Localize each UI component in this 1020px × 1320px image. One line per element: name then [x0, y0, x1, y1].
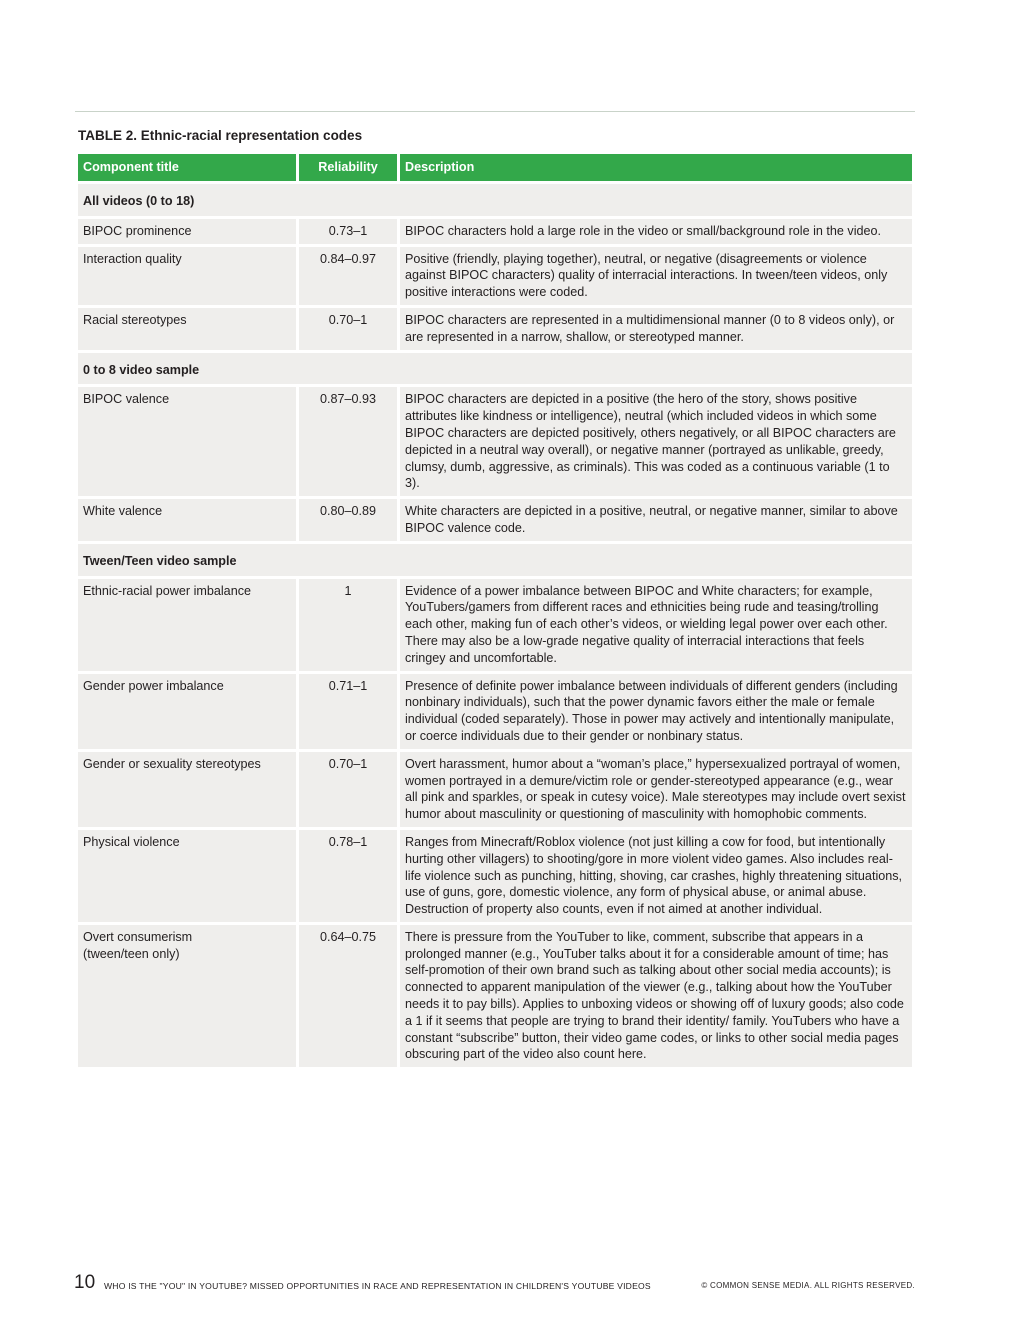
component-title: White valence: [78, 499, 296, 541]
header-row: [78, 154, 912, 181]
header-reliability: Reliability: [299, 154, 397, 181]
component-title: Ethnic-racial power imbalance: [78, 579, 296, 671]
table-row: [78, 925, 912, 1067]
component-title-cell: [78, 925, 296, 1067]
table-row: [78, 387, 912, 496]
reliability-value: 0.70–1: [299, 752, 397, 827]
component-title: Gender or sexuality stereotypes: [78, 752, 296, 827]
section-row: [78, 544, 912, 576]
component-title: Racial stereotypes: [78, 308, 296, 350]
description-text: There is pressure from the YouTuber to like, comment, subscribe that appears in a prolonged manner (e.g., YouTuber talks about it for a considerable amount of time; has self-promotion of their own brand such as talking about other social media accounts); is connected to apparent manipulation of the viewer (e.g., talking about how the YouTuber needs it to pay bills). Applies to unboxing videos or showing off of luxury goods; also code a 1 if it seems that people are trying to brand their identity/ family. YouTubers who have a constant “subscribe” button, their video game codes, or links to other social media pages obscuring part of the video also count here.: [400, 925, 912, 1067]
component-title: Overt consumerism: [83, 929, 193, 944]
top-rule: [75, 111, 915, 112]
description-text: Presence of definite power imbalance between individuals of different genders (including nonbinary individuals), such that the power dynamic favors either the male or female individual (coded separately). Those in power may actively and intentionally manipulate, or coerce individuals due to their gender or nonbinary status.: [400, 674, 912, 749]
table-row: [78, 579, 912, 671]
description-text: White characters are depicted in a positive, neutral, or negative manner, similar to above BIPOC valence code.: [400, 499, 912, 541]
header-description: Description: [400, 154, 912, 181]
reliability-value: 0.73–1: [299, 219, 397, 244]
page-footer: [74, 1272, 916, 1296]
description-text: Positive (friendly, playing together), neutral, or negative (disagreements or violence against BIPOC characters) quality of interracial interactions. In tween/teen videos, only positive interactions were coded.: [400, 247, 912, 305]
header-component-title: Component title: [78, 154, 296, 181]
description-text: BIPOC characters hold a large role in the video or small/background role in the video.: [400, 219, 912, 244]
table-row: [78, 499, 912, 541]
reliability-value: 0.70–1: [299, 308, 397, 350]
description-text: BIPOC characters are depicted in a positive (the hero of the story, shows positive attributes like kindness or intelligence), neutral (which included videos in which some BIPOC characters are depicted positively, others negatively, or all BIPOC characters are depicted in a neutral way overall), or negative manner (portrayed as unlikable, greedy, clumsy, dumb, aggressive, as criminals). This was coded as a continuous variable (1 to 3).: [400, 387, 912, 496]
description-text: Ranges from Minecraft/Roblox violence (not just killing a cow for food, but intentionally hurting other villagers) to shooting/gore in more violent video games. Also includes real-life violence such as punching, hitting, shoving, car crashes, highly threatening situations, use of guns, gore, domestic violence, any form of physical abuse, or animal abuse. Destruction of property also counts, even if not aimed at another individual.: [400, 830, 912, 922]
reliability-value: 0.87–0.93: [299, 387, 397, 496]
reliability-value: 1: [299, 579, 397, 671]
table-row: [78, 830, 912, 922]
table-row: [78, 219, 912, 244]
description-text: Overt harassment, humor about a “woman’s place,” hypersexualized portrayal of women, women portrayed in a demure/victim role or gender-stereotyped appearance (e.g., wear all pink and sparkles, or speak in cutesy voice). Male stereotypes may include overt sexist humor about masculinity or questioning of masculinity with homophobic comments.: [400, 752, 912, 827]
reliability-value: 0.84–0.97: [299, 247, 397, 305]
section-label: 0 to 8 video sample: [78, 353, 912, 385]
section-row: [78, 184, 912, 216]
section-row: [78, 353, 912, 385]
section-label: All videos (0 to 18): [78, 184, 912, 216]
description-text: BIPOC characters are represented in a multidimensional manner (0 to 8 videos only), or are represented in a narrow, shallow, or stereotyped manner.: [400, 308, 912, 350]
component-note: (tween/teen only): [83, 946, 180, 961]
reliability-value: 0.80–0.89: [299, 499, 397, 541]
table-row: [78, 674, 912, 749]
codes-table: [75, 151, 915, 1070]
table-row: [78, 247, 912, 305]
section-label: Tween/Teen video sample: [78, 544, 912, 576]
component-title: Gender power imbalance: [78, 674, 296, 749]
component-title: BIPOC prominence: [78, 219, 296, 244]
component-title: Physical violence: [78, 830, 296, 922]
reliability-value: 0.78–1: [299, 830, 397, 922]
reliability-value: 0.71–1: [299, 674, 397, 749]
table-caption: TABLE 2. Ethnic-racial representation codes: [78, 128, 363, 143]
component-title: Interaction quality: [78, 247, 296, 305]
component-title: BIPOC valence: [78, 387, 296, 496]
table-row: [78, 752, 912, 827]
description-text: Evidence of a power imbalance between BIPOC and White characters; for example, YouTubers/gamers from different races and ethnicities being rude and teasing/trolling each other, making fun of each other’s videos, or wielding legal power over each other. There may also be a low-grade negative quality of interracial interactions that feels cringey and uncomfortable.: [400, 579, 912, 671]
document-title: WHO IS THE "YOU" IN YOUTUBE? MISSED OPPORTUNITIES IN RACE AND REPRESENTATION IN CHILDREN'S YOUTUBE VIDEOS: [104, 1281, 651, 1291]
reliability-value: 0.64–0.75: [299, 925, 397, 1067]
page-number: 10: [74, 1272, 96, 1293]
copyright-notice: © COMMON SENSE MEDIA. ALL RIGHTS RESERVED.: [701, 1281, 915, 1290]
table-row: [78, 308, 912, 350]
